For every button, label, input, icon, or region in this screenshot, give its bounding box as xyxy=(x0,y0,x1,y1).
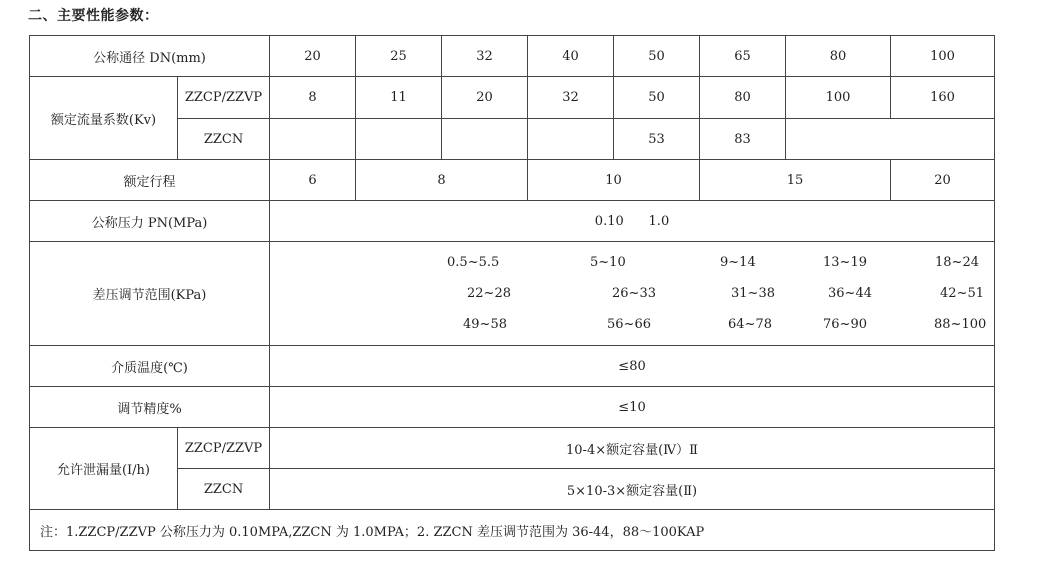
parameters-table xyxy=(29,35,995,551)
kv-zzcp-label: ZZCP/ZZVP xyxy=(178,77,270,119)
accuracy-value: ≤10 xyxy=(270,387,995,428)
range-value: 22~28 xyxy=(467,286,511,301)
kv-zzcn-value: 53 xyxy=(614,119,700,160)
kv-zzcn-value xyxy=(442,119,528,160)
leak-zzcp-value: 10-4×额定容量(Ⅳ）Ⅱ xyxy=(270,428,995,469)
range-value: 49~58 xyxy=(463,317,507,332)
dn-value: 20 xyxy=(270,36,356,77)
range-value: 13~19 xyxy=(823,255,867,270)
range-label: 差压调节范围(KPa) xyxy=(30,242,270,346)
note-text: 注：1.ZZCP/ZZVP 公称压力为 0.10MPA,ZZCN 为 1.0MPA；2. ZZCN 差压调节范围为 36-44，88～100KAP xyxy=(30,510,995,551)
dn-value: 32 xyxy=(442,36,528,77)
stroke-value: 20 xyxy=(891,160,995,201)
kv-zzcp-row xyxy=(30,77,995,119)
dn-value: 40 xyxy=(528,36,614,77)
range-value: 0.5~5.5 xyxy=(447,255,500,270)
dn-value: 25 xyxy=(356,36,442,77)
pn-value: 0.10 1.0 xyxy=(270,201,995,242)
range-value: 56~66 xyxy=(607,317,651,332)
kv-zzcn-value: 83 xyxy=(700,119,786,160)
range-value: 64~78 xyxy=(728,317,772,332)
temp-label: 介质温度(℃) xyxy=(30,346,270,387)
kv-zzcn-value xyxy=(270,119,356,160)
leak-zzcn-value: 5×10-3×额定容量(Ⅱ) xyxy=(270,469,995,510)
dn-value: 65 xyxy=(700,36,786,77)
kv-zzcp-value: 80 xyxy=(700,77,786,119)
pn-row xyxy=(30,201,995,242)
kv-zzcp-value: 160 xyxy=(891,77,995,119)
kv-zzcn-value xyxy=(786,119,995,160)
range-value: 36~44 xyxy=(828,286,872,301)
kv-zzcp-value: 100 xyxy=(786,77,891,119)
leak-zzcp-row xyxy=(30,428,995,469)
kv-zzcp-value: 20 xyxy=(442,77,528,119)
range-value: 26~33 xyxy=(612,286,656,301)
stroke-value: 10 xyxy=(528,160,700,201)
range-value: 9~14 xyxy=(720,255,756,270)
temp-value: ≤80 xyxy=(270,346,995,387)
dn-label: 公称通径 DN(mm) xyxy=(30,36,270,77)
stroke-row xyxy=(30,160,995,201)
kv-zzcp-value: 32 xyxy=(528,77,614,119)
kv-label: 额定流量系数(Kv) xyxy=(30,77,178,160)
kv-zzcp-value: 50 xyxy=(614,77,700,119)
leak-zzcn-label: ZZCN xyxy=(178,469,270,510)
range-row xyxy=(30,242,995,346)
pn-label: 公称压力 PN(MPa) xyxy=(30,201,270,242)
accuracy-row xyxy=(30,387,995,428)
kv-zzcp-value: 8 xyxy=(270,77,356,119)
leak-zzcp-label: ZZCP/ZZVP xyxy=(178,428,270,469)
dn-row xyxy=(30,36,995,77)
range-value: 76~90 xyxy=(823,317,867,332)
stroke-value: 8 xyxy=(356,160,528,201)
range-value: 31~38 xyxy=(731,286,775,301)
dn-value: 50 xyxy=(614,36,700,77)
stroke-label: 额定行程 xyxy=(30,160,270,201)
kv-zzcn-value xyxy=(528,119,614,160)
range-value: 5~10 xyxy=(590,255,626,270)
section-heading: 二、主要性能参数： xyxy=(28,8,159,24)
dn-value: 80 xyxy=(786,36,891,77)
accuracy-label: 调节精度% xyxy=(30,387,270,428)
range-value: 18~24 xyxy=(935,255,979,270)
leak-label: 允许泄漏量(I/h) xyxy=(30,428,178,510)
kv-zzcn-value xyxy=(356,119,442,160)
stroke-value: 15 xyxy=(700,160,891,201)
range-values-cell xyxy=(270,242,995,346)
range-value: 42~51 xyxy=(940,286,984,301)
dn-value: 100 xyxy=(891,36,995,77)
temp-row xyxy=(30,346,995,387)
kv-zzcn-label: ZZCN xyxy=(178,119,270,160)
kv-zzcp-value: 11 xyxy=(356,77,442,119)
range-value: 88~100 xyxy=(934,317,987,332)
note-row xyxy=(30,510,995,551)
stroke-value: 6 xyxy=(270,160,356,201)
